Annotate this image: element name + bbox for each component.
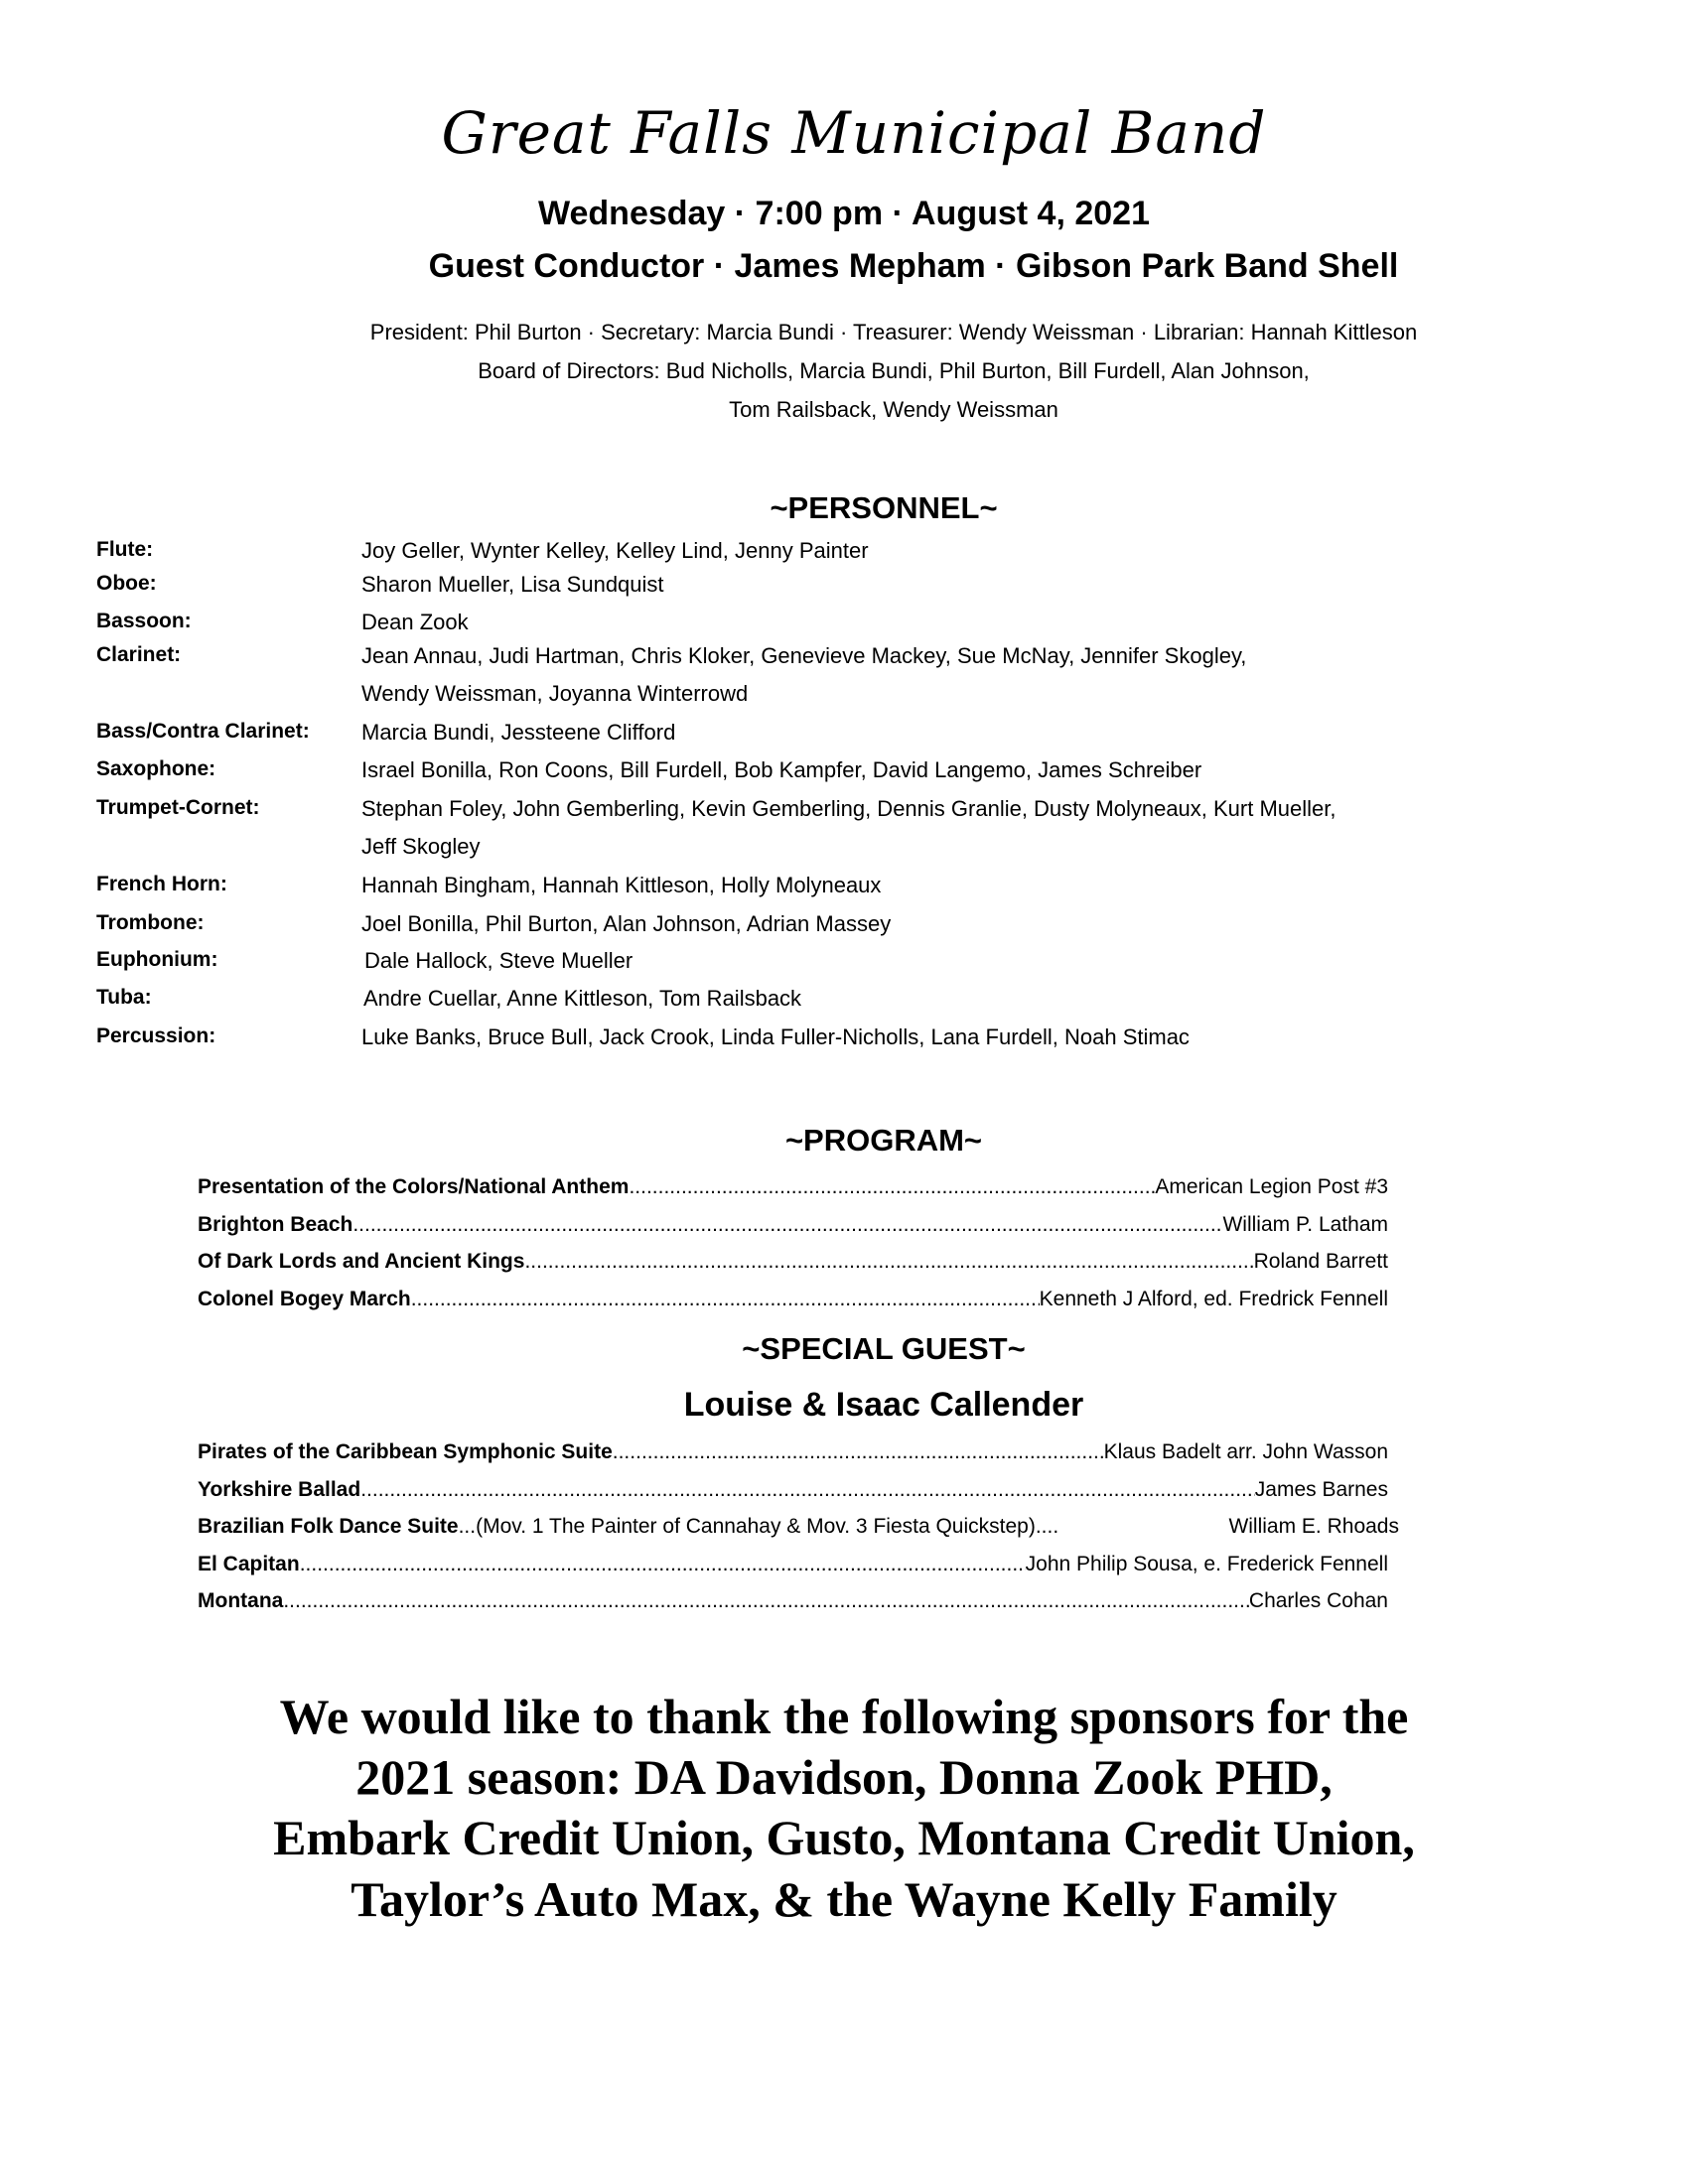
instrument-label: Trumpet-Cornet:: [96, 796, 260, 819]
piece-composer: American Legion Post #3: [1155, 1175, 1388, 1198]
program-item: [198, 1288, 1388, 1311]
program-item: [198, 1175, 1388, 1199]
special-guest-heading: ~SPECIAL GUEST~: [742, 1331, 1026, 1366]
instrument-members: Jean Annau, Judi Hartman, Chris Kloker, Genevieve Mackey, Sue McNay, Jennifer Skogley,: [361, 643, 1247, 668]
piece-composer: Charles Cohan: [1248, 1589, 1388, 1612]
instrument-label: Clarinet:: [96, 643, 182, 666]
instrument-label: Bassoon:: [96, 610, 192, 632]
dot-leader: [283, 1589, 1249, 1613]
piece-composer: William P. Latham: [1222, 1213, 1388, 1236]
piece-title: Colonel Bogey March: [198, 1288, 411, 1310]
piece-composer: James Barnes: [1254, 1478, 1388, 1501]
sponsor-line: 2021 season: DA Davidson, Donna Zook PHD,: [355, 1749, 1333, 1805]
program-item: [198, 1213, 1388, 1237]
dot-leader: [613, 1440, 1104, 1464]
program-item: [198, 1515, 1399, 1539]
piece-title: El Capitan: [198, 1553, 300, 1575]
dot-leader: [524, 1250, 1253, 1274]
sponsor-line: Embark Credit Union, Gusto, Montana Credit Union,: [273, 1810, 1415, 1865]
instrument-members: Joy Geller, Wynter Kelley, Kelley Lind, Jenny Painter: [361, 538, 869, 563]
program-item: [198, 1478, 1388, 1502]
piece-composer: Roland Barrett: [1253, 1250, 1388, 1273]
instrument-label: French Horn:: [96, 873, 227, 895]
program-heading: ~PROGRAM~: [784, 1123, 983, 1158]
sponsor-line: We would like to thank the following sponsors for the: [279, 1689, 1409, 1744]
piece-title: Presentation of the Colors/National Anthem: [198, 1175, 630, 1198]
officers-line: President: Phil Burton · Secretary: Marcia Bundi · Treasurer: Wendy Weissman · Librarian: Hannah Kittleson: [369, 320, 1418, 344]
program-item: [198, 1589, 1388, 1613]
instrument-members: Andre Cuellar, Anne Kittleson, Tom Railsback: [363, 986, 802, 1011]
instrument-label: Euphonium:: [96, 948, 218, 971]
piece-movement-note: ...(Mov. 1 The Painter of Cannahay & Mov. 3 Fiesta Quickstep)....: [458, 1515, 1059, 1538]
dot-leader: [629, 1175, 1155, 1199]
instrument-members: Dale Hallock, Steve Mueller: [364, 948, 633, 973]
instrument-members: Dean Zook: [361, 610, 469, 634]
instrument-members: Joel Bonilla, Phil Burton, Alan Johnson, Adrian Massey: [361, 911, 892, 936]
board-of-directors-line: Board of Directors: Bud Nicholls, Marcia Bundi, Phil Burton, Bill Furdell, Alan Johnson,: [478, 358, 1310, 383]
program-item: [198, 1440, 1388, 1464]
piece-composer: John Philip Sousa, e. Frederick Fennell: [1025, 1553, 1388, 1575]
dot-leader: [352, 1213, 1222, 1237]
instrument-label: Trombone:: [96, 911, 205, 934]
piece-composer: William E. Rhoads: [1228, 1515, 1399, 1538]
instrument-members-continued: Jeff Skogley: [361, 834, 481, 859]
sponsor-line: Taylor’s Auto Max, & the Wayne Kelly Family: [351, 1871, 1337, 1927]
personnel-heading: ~PERSONNEL~: [770, 490, 998, 525]
piece-title: Of Dark Lords and Ancient Kings: [198, 1250, 525, 1273]
piece-composer: Klaus Badelt arr. John Wasson: [1103, 1440, 1388, 1463]
program-item: [198, 1553, 1388, 1576]
instrument-members: Sharon Mueller, Lisa Sundquist: [361, 572, 664, 597]
instrument-members: Hannah Bingham, Hannah Kittleson, Holly Molyneaux: [361, 873, 882, 897]
instrument-members-continued: Wendy Weissman, Joyanna Winterrowd: [361, 681, 749, 706]
piece-title: Montana: [198, 1589, 284, 1612]
piece-title: Yorkshire Ballad: [198, 1478, 361, 1501]
piece-composer: Kenneth J Alford, ed. Fredrick Fennell: [1039, 1288, 1388, 1310]
instrument-label: Saxophone:: [96, 757, 216, 780]
band-title: Great Falls Municipal Band: [441, 99, 1267, 167]
instrument-members: Stephan Foley, John Gemberling, Kevin Gemberling, Dennis Granlie, Dusty Molyneaux, Kurt Mueller,: [361, 796, 1336, 821]
concert-date-time: Wednesday · 7:00 pm · August 4, 2021: [538, 195, 1150, 232]
special-guest-name: Louise & Isaac Callender: [683, 1386, 1084, 1424]
instrument-members: Israel Bonilla, Ron Coons, Bill Furdell, Bob Kampfer, David Langemo, James Schreiber: [361, 757, 1202, 782]
instrument-members: Luke Banks, Bruce Bull, Jack Crook, Linda Fuller-Nicholls, Lana Furdell, Noah Stimac: [361, 1024, 1190, 1049]
dot-leader: [411, 1288, 1040, 1311]
dot-leader: [300, 1553, 1026, 1576]
instrument-label: Oboe:: [96, 572, 157, 595]
piece-title: Brazilian Folk Dance Suite: [198, 1515, 459, 1538]
guest-conductor-venue: Guest Conductor · James Mepham · Gibson Park Band Shell: [428, 247, 1399, 285]
instrument-label: Flute:: [96, 538, 154, 561]
program-item: [198, 1250, 1388, 1274]
instrument-label: Bass/Contra Clarinet:: [96, 720, 310, 743]
instrument-label: Percussion:: [96, 1024, 216, 1047]
dot-leader: [360, 1478, 1255, 1502]
piece-title: Brighton Beach: [198, 1213, 353, 1236]
instrument-label: Tuba:: [96, 986, 152, 1009]
piece-title: Pirates of the Caribbean Symphonic Suite: [198, 1440, 613, 1463]
instrument-members: Marcia Bundi, Jessteene Clifford: [361, 720, 676, 745]
board-of-directors-line-continued: Tom Railsback, Wendy Weissman: [729, 397, 1058, 422]
